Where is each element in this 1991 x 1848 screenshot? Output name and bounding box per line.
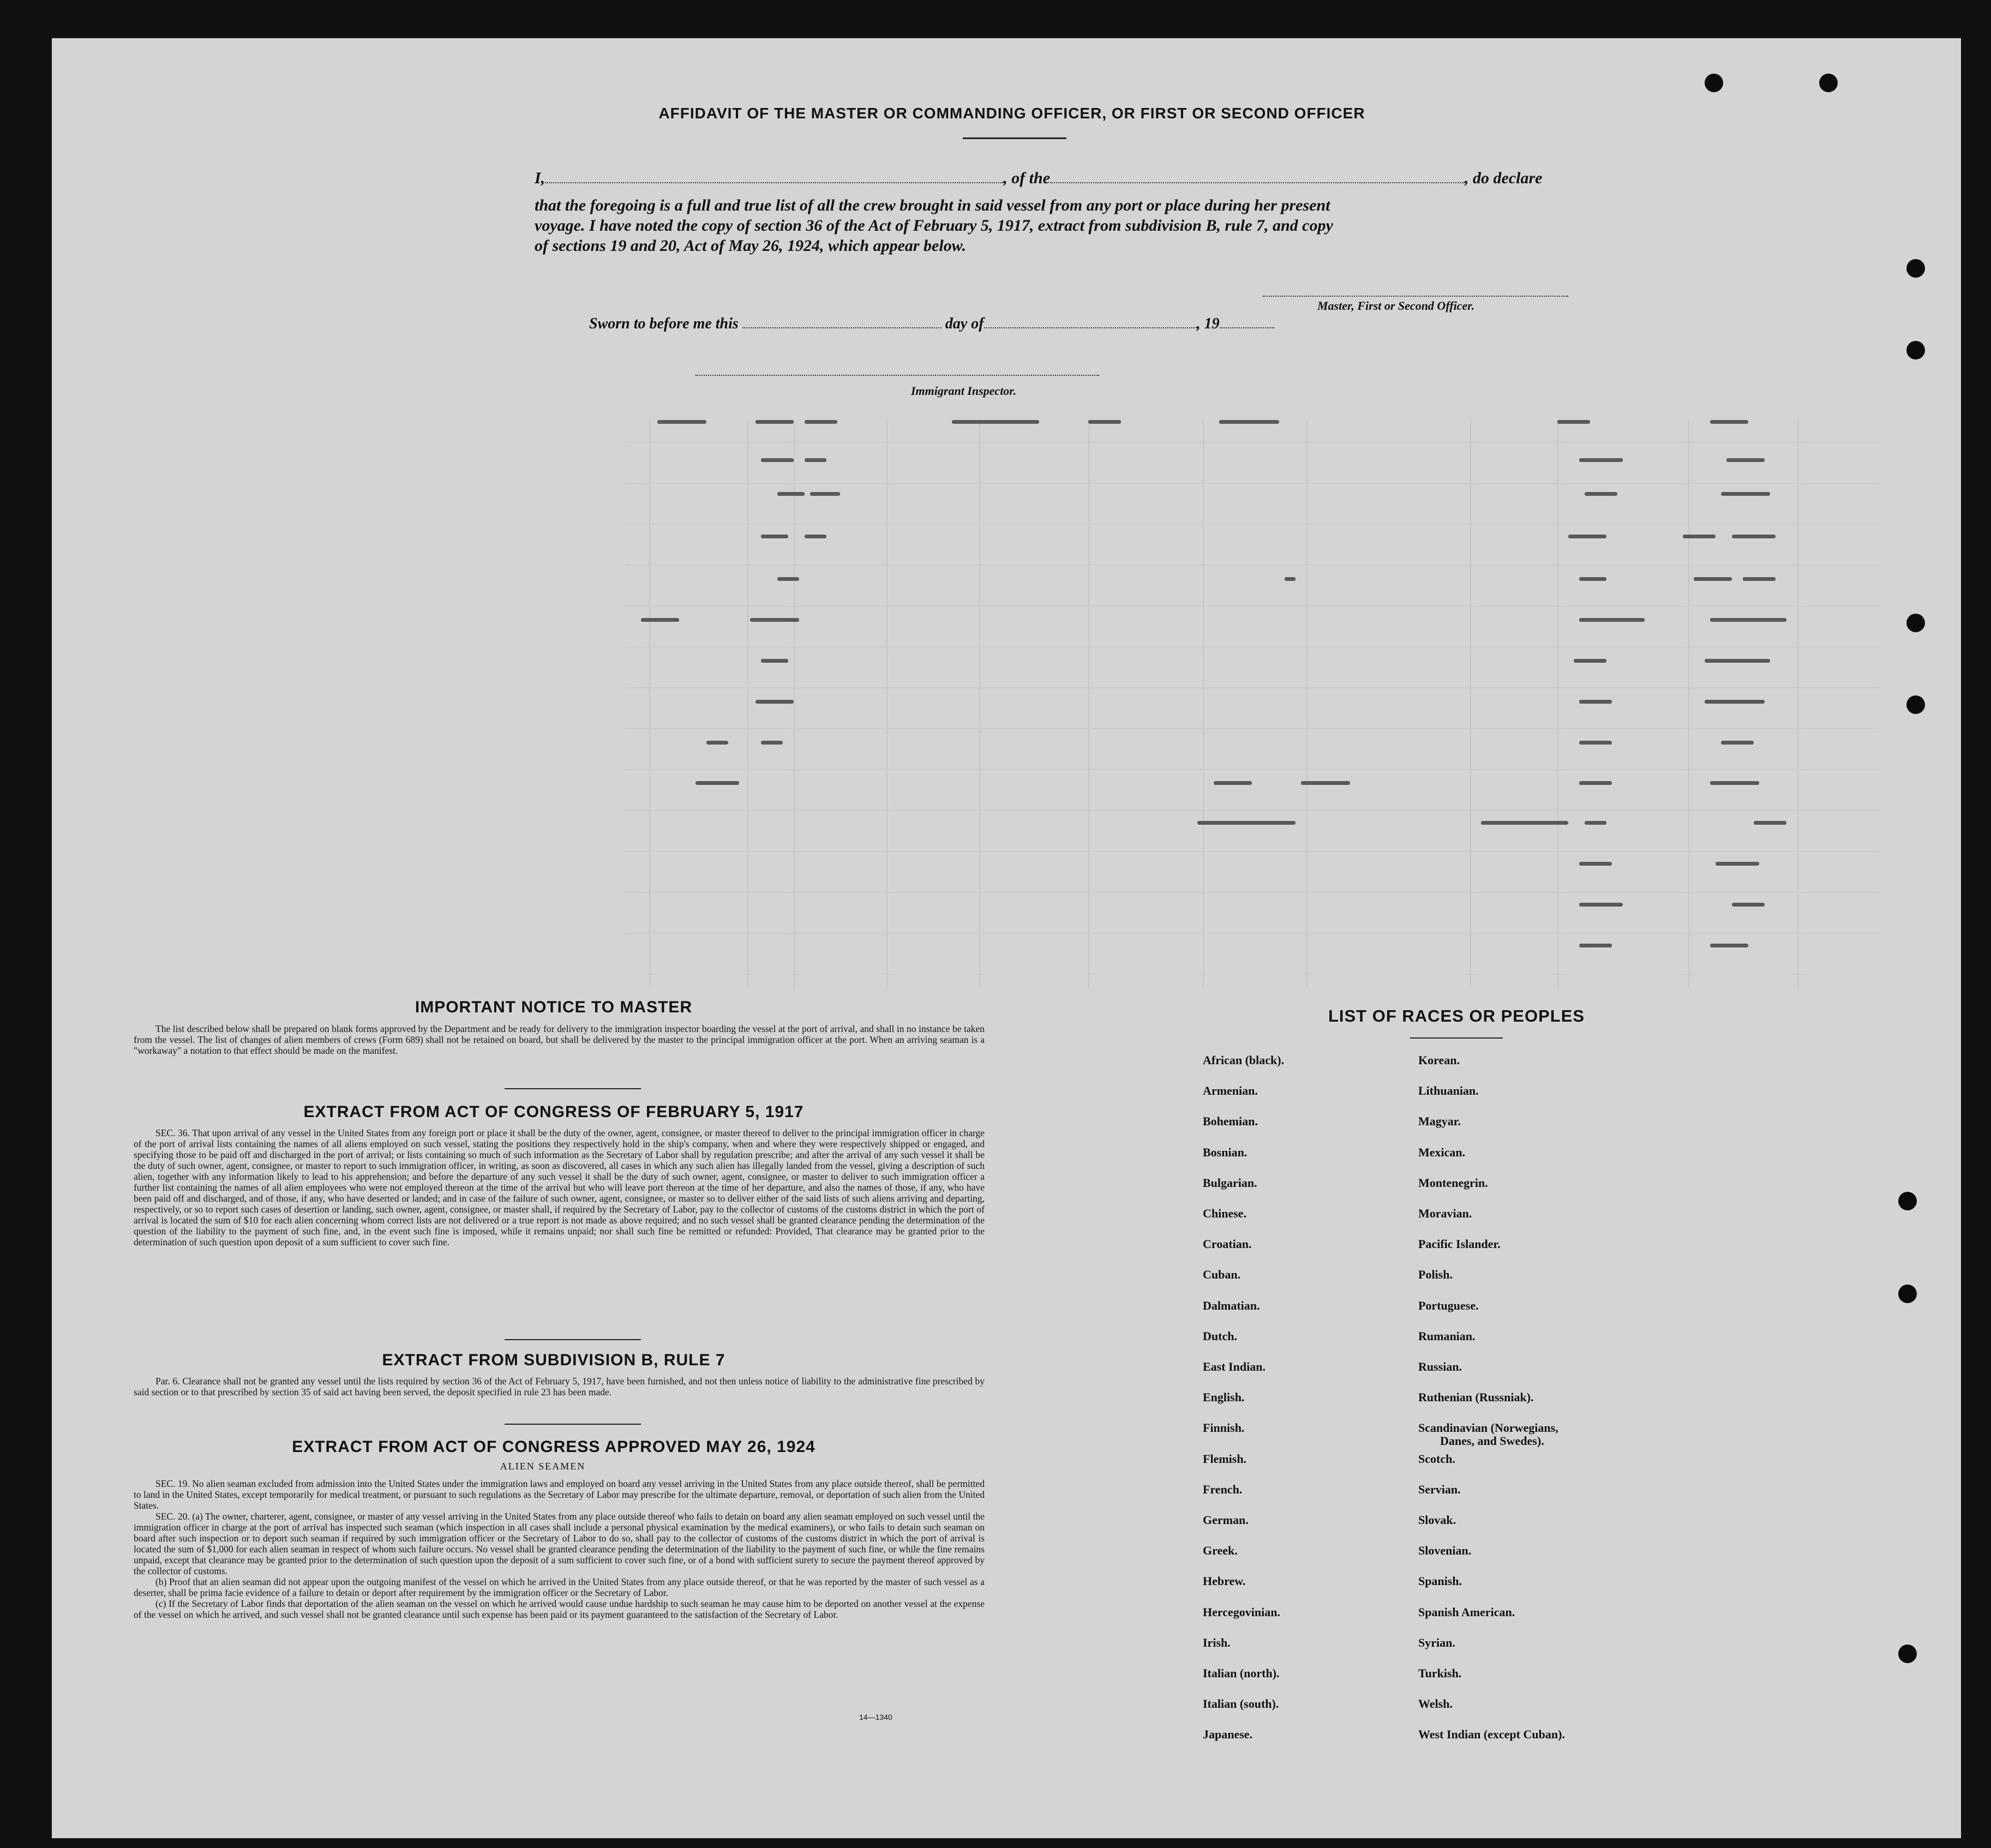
- grid-row-line: [625, 728, 1879, 729]
- faint-ink-mark: [1721, 741, 1754, 745]
- grid-column-line: [1797, 420, 1798, 987]
- faint-ink-mark: [706, 741, 728, 745]
- faint-ink-mark: [805, 535, 826, 538]
- affidavit-of-the: , of the: [1003, 169, 1051, 187]
- faint-ink-mark: [1579, 781, 1612, 785]
- extract-rule7-text: [134, 1376, 985, 1397]
- race-item: Cuban.: [1203, 1268, 1241, 1282]
- faint-ink-mark: [952, 420, 1039, 424]
- punch-hole: [1819, 74, 1838, 92]
- race-item: Syrian.: [1418, 1635, 1455, 1649]
- race-item: Pacific Islander.: [1418, 1237, 1501, 1251]
- race-item: Greek.: [1203, 1544, 1238, 1558]
- faint-ink-mark: [777, 577, 799, 581]
- affidavit-line-1: [535, 169, 1542, 188]
- signature-label: Master, First or Second Officer.: [1317, 299, 1475, 313]
- punch-hole: [1906, 695, 1925, 714]
- extract-1917-text: [134, 1127, 985, 1247]
- race-item: German.: [1203, 1513, 1249, 1527]
- faint-ink-mark: [805, 420, 837, 424]
- race-item: Bosnian.: [1203, 1145, 1248, 1159]
- race-item: West Indian (except Cuban).: [1418, 1727, 1565, 1742]
- sworn-day-blank[interactable]: [742, 327, 941, 328]
- inspector-blank[interactable]: [695, 374, 1099, 376]
- vessel-blank[interactable]: [1050, 182, 1465, 183]
- form-number: 14—1340: [859, 1713, 892, 1721]
- grid-row-line: [625, 851, 1879, 852]
- faint-ink-mark: [1219, 420, 1279, 424]
- race-item: Dutch.: [1203, 1329, 1237, 1343]
- grid-row-line: [625, 605, 1879, 607]
- race-item: Slovenian.: [1418, 1544, 1472, 1558]
- grid-column-line: [979, 420, 980, 987]
- race-item: Scotch.: [1418, 1451, 1455, 1466]
- inspector-label: Immigrant Inspector.: [911, 384, 1017, 398]
- section-rule: [505, 1088, 641, 1089]
- grid-row-line: [625, 974, 1879, 975]
- grid-column-line: [794, 420, 795, 987]
- sworn-text: Sworn to before me this: [589, 315, 739, 332]
- race-item: English.: [1203, 1390, 1245, 1405]
- race-item: Polish.: [1418, 1268, 1453, 1282]
- race-item: Moravian.: [1418, 1207, 1472, 1220]
- sworn-month-blank[interactable]: [984, 327, 1197, 328]
- faint-ink-mark: [1710, 944, 1748, 947]
- faint-ink-mark: [1557, 420, 1590, 424]
- grid-row-line: [625, 483, 1879, 484]
- race-item: Hebrew.: [1203, 1574, 1246, 1588]
- faint-ink-mark: [1301, 781, 1350, 785]
- year-prefix: , 19: [1196, 315, 1220, 332]
- faint-ink-mark: [777, 492, 805, 496]
- race-item: Spanish American.: [1418, 1605, 1515, 1619]
- race-item: Portuguese.: [1418, 1298, 1479, 1312]
- extract-1917-title: EXTRACT FROM ACT OF CONGRESS OF FEBRUARY 5, 1917: [303, 1103, 804, 1121]
- grid-column-line: [886, 420, 887, 987]
- sec-20a-paragraph: SEC. 20. (a) The owner, charterer, agent, consignee, or master of any vessel arriving in the United States from any place outside thereof who fails to detain on board any alien seaman employed on such vessel until the immigration officer in charge at the port of arrival has inspected such seaman (which inspection in all cases shall include a personal physical examination by the medical examiners), or who fails to detain such seaman on board after such inspection or to deport such seaman if required by such immigration officer or the Secretary of Labor to do so, shall pay to the collector of customs of the customs district in which the port of arrival is located the sum of $1,000 for each alien seaman in respect of whom such failure occurs. No vessel shall be granted clearance pending the determination of the liability to the payment of such fine, or while the fine remains unpaid, except that clearance may be granted prior to the determination of such question upon the deposit of a sum sufficient to cover such fine, or of a bond with sufficient surety to secure the payment thereof approved by the collector of customs.: [134, 1511, 985, 1576]
- race-item: Chinese.: [1203, 1207, 1247, 1220]
- race-item: Spanish.: [1418, 1574, 1462, 1588]
- affidavit-title: AFFIDAVIT OF THE MASTER OR COMMANDING OFFICER, OR FIRST OR SECOND OFFICER: [658, 105, 1365, 122]
- faint-ink-mark: [1705, 659, 1770, 663]
- faint-ink-mark: [1683, 535, 1716, 538]
- faint-ink-mark: [1716, 862, 1759, 866]
- faint-ink-mark: [761, 535, 788, 538]
- race-item: Irish.: [1203, 1635, 1231, 1649]
- race-item: Mexican.: [1418, 1145, 1466, 1159]
- punch-hole: [1705, 74, 1723, 92]
- race-item: Servian.: [1418, 1482, 1461, 1496]
- faint-ink-mark: [1705, 700, 1765, 704]
- faint-ink-mark: [1585, 821, 1606, 825]
- faint-ink-mark: [1585, 492, 1617, 496]
- punch-hole: [1898, 1285, 1917, 1303]
- faint-ink-mark: [1579, 862, 1612, 866]
- sworn-line: [589, 315, 1274, 333]
- grid-column-line: [747, 420, 748, 987]
- race-item: Rumanian.: [1418, 1329, 1476, 1343]
- grid-row-line: [625, 933, 1879, 934]
- race-item: Danes, and Swedes).: [1440, 1434, 1544, 1448]
- extract-rule7-title: EXTRACT FROM SUBDIVISION B, RULE 7: [382, 1351, 725, 1369]
- sec-20c-paragraph: (c) If the Secretary of Labor finds that deportation of the alien seaman on the vessel on which he arrived would cause undue hardship to such seaman he may cause him to be deported on another vessel at the expense of the vessel on which he arrived, and such vessel shall not be granted clearance until such expense has been paid or its payment guaranteed to the satisfaction of the Secretary of Labor.: [134, 1598, 985, 1620]
- grid-row-line: [625, 892, 1879, 893]
- faint-ink-mark: [1579, 700, 1612, 704]
- faint-ink-mark: [1579, 577, 1606, 581]
- faint-ink-mark: [1732, 535, 1776, 538]
- grid-column-line: [649, 420, 650, 987]
- faint-ink-mark: [1574, 659, 1606, 663]
- notice-paragraph: The list described below shall be prepared on blank forms approved by the Department and be ready for delivery to the immigration inspector boarding the vessel at the port of arrival, and shall in no instance be taken from the vessel. The list of changes of alien members of crews (Form 689) shall not be retained on board, but shall be delivered by the master to the principal immigration officer at the port. When an arriving seaman is a "workaway" a notation to that effect should be made on the manifest.: [134, 1023, 985, 1056]
- extract-rule7-paragraph: Par. 6. Clearance shall not be granted any vessel until the lists required by section 36 of the Act of February 5, 1917, have been furnished, and not then unless notice of liability to the administrative fine prescribed by said section or to that prescribed by section 35 of said act having been served, the deposit specified in rule 23 has been made.: [134, 1376, 985, 1397]
- faint-ink-mark: [750, 618, 799, 622]
- faint-ink-mark: [1579, 618, 1645, 622]
- grid-row-line: [625, 524, 1879, 525]
- faint-ink-mark: [1754, 821, 1786, 825]
- race-item: Magyar.: [1418, 1114, 1461, 1129]
- faint-ink-mark: [1694, 577, 1732, 581]
- race-item: Italian (south).: [1203, 1697, 1279, 1711]
- extract-1924-title: EXTRACT FROM ACT OF CONGRESS APPROVED MAY 26, 1924: [292, 1438, 815, 1456]
- affidavit-line-2: that the foregoing is a full and true list of all the crew brought in said vessel from any port or place during her present: [535, 196, 1330, 214]
- faint-ink-mark: [1710, 618, 1786, 622]
- faint-ink-mark: [1285, 577, 1296, 581]
- notice-title: IMPORTANT NOTICE TO MASTER: [415, 998, 693, 1016]
- faint-ink-mark: [755, 420, 794, 424]
- grid-column-line: [1688, 420, 1689, 987]
- race-item: African (black).: [1203, 1053, 1285, 1067]
- grid-column-line: [1557, 420, 1558, 987]
- race-item: Slovak.: [1418, 1513, 1456, 1527]
- title-rule: [963, 137, 1066, 139]
- signature-blank[interactable]: [1263, 295, 1568, 297]
- grid-column-line: [1470, 420, 1471, 987]
- grid-row-line: [625, 687, 1879, 688]
- day-of-text: day of: [945, 315, 984, 332]
- faint-ink-mark: [1579, 741, 1612, 745]
- punch-hole: [1898, 1645, 1917, 1663]
- faint-ink-mark: [1088, 420, 1121, 424]
- faint-ink-mark: [1214, 781, 1252, 785]
- races-title-rule: [1410, 1037, 1503, 1039]
- faint-ink-mark: [1726, 458, 1765, 462]
- race-item: Japanese.: [1203, 1727, 1253, 1742]
- document-page: [52, 38, 1961, 1838]
- faint-ink-mark: [695, 781, 739, 785]
- race-item: East Indian.: [1203, 1360, 1266, 1373]
- race-item: Scandinavian (Norwegians,: [1418, 1421, 1558, 1435]
- race-item: Montenegrin.: [1418, 1175, 1488, 1190]
- faint-ink-mark: [1481, 821, 1568, 825]
- faint-ink-mark: [1710, 781, 1759, 785]
- race-item: Bulgarian.: [1203, 1175, 1257, 1190]
- faint-ink-mark: [1721, 492, 1770, 496]
- affidavit-line-3: voyage. I have noted the copy of section 36 of the Act of February 5, 1917, extract from subdivision B, rule 7, and copy: [535, 217, 1333, 235]
- faint-ink-mark: [1197, 821, 1296, 825]
- races-title: LIST OF RACES OR PEOPLES: [1328, 1006, 1585, 1025]
- affidavit-i: I,: [535, 169, 545, 187]
- sec-19-paragraph: SEC. 19. No alien seaman excluded from admission into the United States under the immigration laws and employed on board any vessel arriving in the United States from any place outside thereof, shall be permitted to land in the United States, except temporarily for medical treatment, or pursuant to such regulations as the Secretary of Labor may prescribe for the ultimate departure, removal, or deportation of such alien from the United States.: [134, 1478, 985, 1511]
- sworn-year-blank[interactable]: [1220, 327, 1274, 328]
- punch-hole: [1906, 341, 1925, 359]
- race-item: Russian.: [1418, 1360, 1462, 1373]
- race-item: Bohemian.: [1203, 1114, 1258, 1129]
- faint-ink-mark: [657, 420, 706, 424]
- alien-seamen-subtitle: ALIEN SEAMEN: [500, 1461, 586, 1472]
- grid-row-line: [625, 769, 1879, 770]
- race-item: Dalmatian.: [1203, 1298, 1260, 1312]
- sec-20b-paragraph: (b) Proof that an alien seaman did not appear upon the outgoing manifest of the vessel on which he arrived in the United States from any place outside thereof, or that he was reported by the master of such vessel as a deserter, shall be prima facie evidence of a failure to detain or deport after requirement by the immigration officer or the Secretary of Labor.: [134, 1576, 985, 1598]
- faint-ink-mark: [641, 618, 679, 622]
- grid-column-line: [1088, 420, 1089, 987]
- faint-ink-mark: [761, 741, 783, 745]
- faint-ink-mark: [810, 492, 840, 496]
- affidavit-declare: , do declare: [1465, 169, 1543, 187]
- section-rule: [505, 1339, 641, 1340]
- name-blank[interactable]: [545, 182, 1003, 183]
- race-item: Welsh.: [1418, 1697, 1453, 1711]
- race-item: Croatian.: [1203, 1237, 1252, 1251]
- race-item: Lithuanian.: [1418, 1084, 1479, 1098]
- section-rule: [505, 1424, 641, 1425]
- race-item: Armenian.: [1203, 1084, 1258, 1098]
- faint-ink-mark: [761, 659, 788, 663]
- punch-hole: [1898, 1192, 1917, 1210]
- race-item: Finnish.: [1203, 1421, 1245, 1435]
- race-item: French.: [1203, 1482, 1243, 1496]
- race-item: Korean.: [1418, 1053, 1460, 1067]
- race-item: Ruthenian (Russniak).: [1418, 1390, 1534, 1405]
- faint-ink-mark: [755, 700, 794, 704]
- grid-row-line: [625, 646, 1879, 647]
- race-item: Hercegovinian.: [1203, 1605, 1280, 1619]
- grid-row-line: [625, 442, 1879, 443]
- grid-row-line: [625, 565, 1879, 566]
- faint-ink-mark: [1579, 458, 1623, 462]
- notice-text: [134, 1023, 985, 1056]
- affidavit-line-4: of sections 19 and 20, Act of May 26, 1924, which appear below.: [535, 237, 967, 255]
- race-item: Italian (north).: [1203, 1666, 1280, 1680]
- punch-hole: [1906, 614, 1925, 632]
- faint-ink-mark: [1568, 535, 1606, 538]
- faint-ink-mark: [1579, 944, 1612, 947]
- race-item: Turkish.: [1418, 1666, 1462, 1680]
- faint-ink-mark: [805, 458, 826, 462]
- extract-1917-paragraph: SEC. 36. That upon arrival of any vessel in the United States from any foreign port or place it shall be the duty of the owner, agent, consignee, or master thereof to deliver to the principal immigration officer in charge of the port of arrival lists containing the names of all aliens employed on such vessel, stating the positions they respectively hold in the ship's company, when and where they were respectively shipped or engaged, and specifying those to be paid off and discharged in the port of arrival; or lists containing so much of such information as the Secretary of Labor shall by regulation prescribe; and after the arrival of any such vessel it shall be the duty of such owner, agent, consignee, or master to report to such immigration officer, in writing, as soon as discovered, all cases in which any such alien has illegally landed from the vessel, giving a description of such alien, together with any information likely to lead to his apprehension; and before the departure of any such vessel it shall be the duty of such owner, agent, consignee, or master to deliver to such immigration officer a further list containing the names of all alien employees who were not employed thereon at the time of the arrival but who will leave port thereon at the time of her departure, and also the names of those, if any, who have been paid off and discharged, and of those, if any, who have deserted or landed; and in case of the failure of such owner, agent, consignee, or master so to deliver either of the said lists of such aliens arriving and departing, respectively, or so to report such cases of desertion or landing, such owner, agent, consignee, or master shall, if required by the Secretary of Labor, pay to the collector of customs of the customs district in which the port of arrival is located the sum of $10 for each alien concerning whom correct lists are not delivered or a true report is not made as above required; and no such vessel shall be granted clearance pending the determination of the question of the liability to the payment of such fine, and, in the event such fine is imposed, while it remains unpaid; nor shall such fine be remitted or refunded: Provided, That clearance may be granted prior to the determination of such question upon deposit of a sum sufficient to cover such fine.: [134, 1127, 985, 1247]
- faint-ink-mark: [761, 458, 794, 462]
- punch-hole: [1906, 259, 1925, 278]
- faint-ink-mark: [1743, 577, 1776, 581]
- faint-ink-mark: [1710, 420, 1748, 424]
- grid-row-line: [625, 810, 1879, 811]
- grid-column-line: [1306, 420, 1308, 987]
- faint-ink-mark: [1732, 903, 1765, 907]
- faint-ink-mark: [1579, 903, 1623, 907]
- extract-1924-text: [134, 1478, 985, 1620]
- race-item: Flemish.: [1203, 1451, 1247, 1466]
- grid-column-line: [1203, 420, 1204, 987]
